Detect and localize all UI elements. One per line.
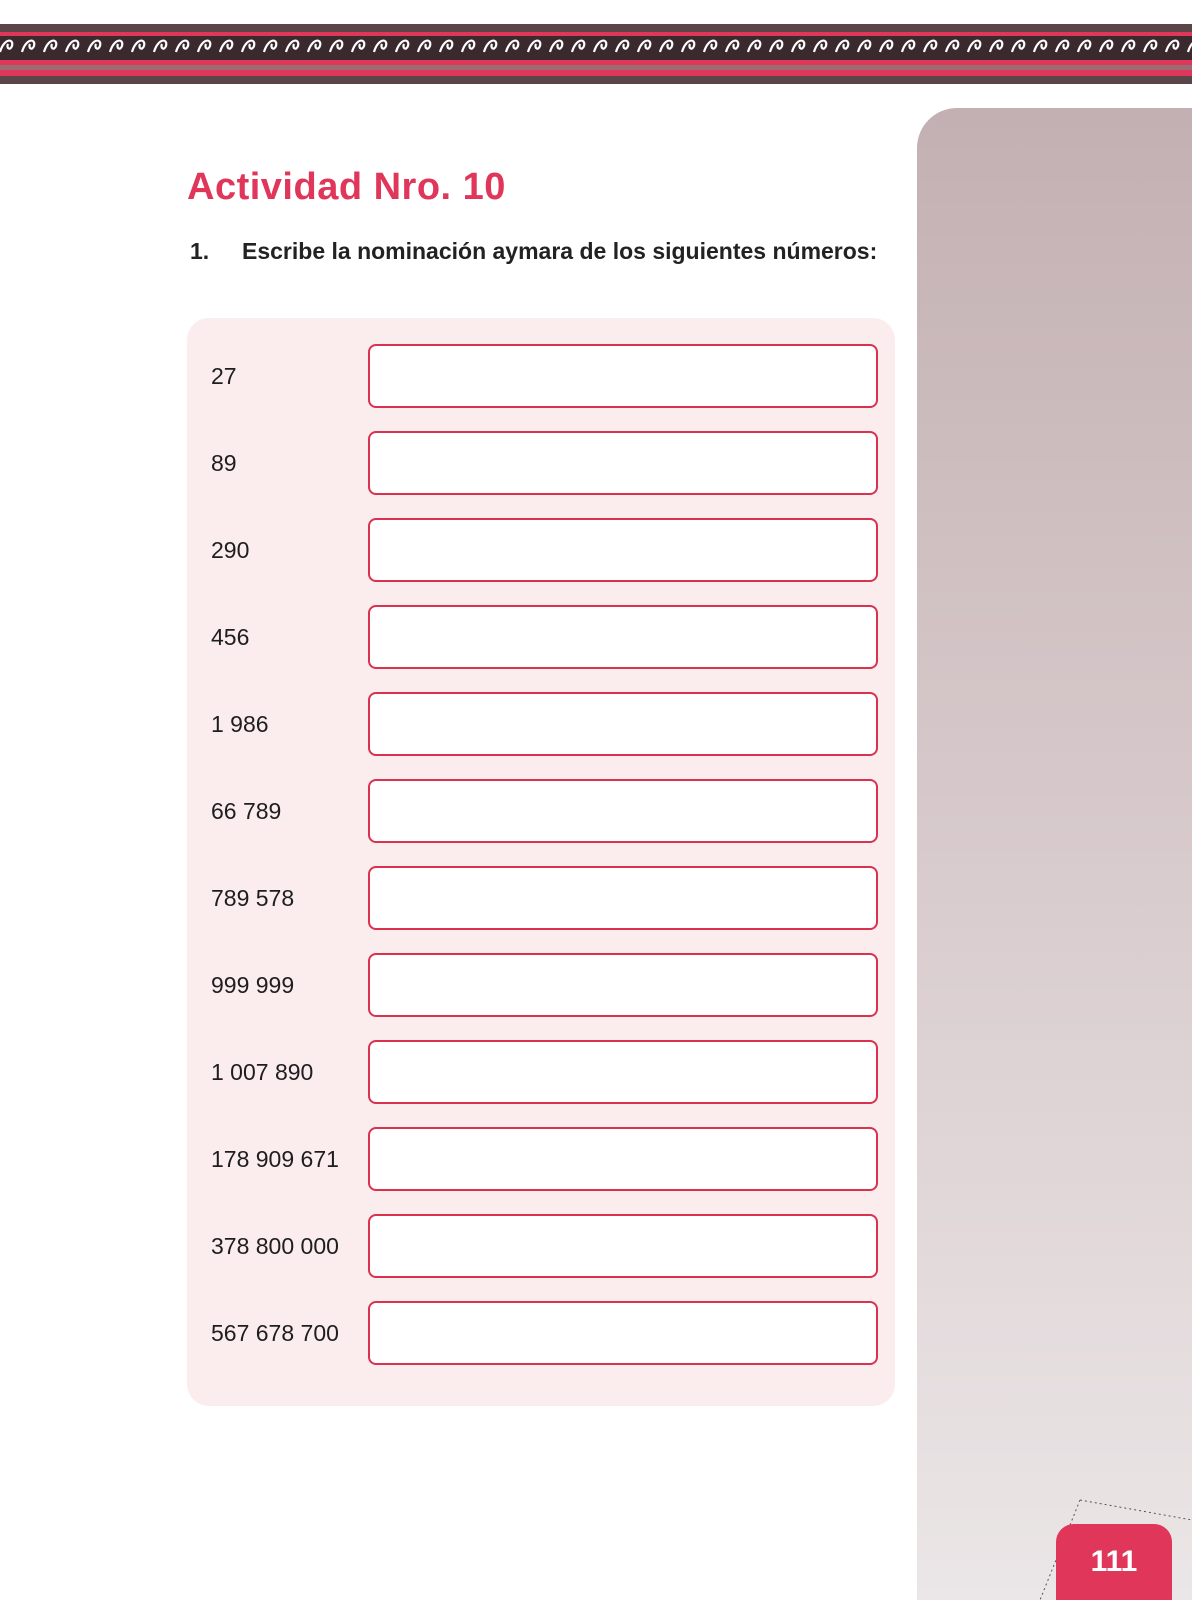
question-number: 1. — [190, 238, 210, 264]
answer-box[interactable] — [368, 344, 878, 408]
number-row — [187, 1214, 895, 1278]
answer-box[interactable] — [368, 1127, 878, 1191]
answer-box[interactable] — [368, 692, 878, 756]
activity-title: Actividad Nro. 10 — [187, 166, 506, 208]
number-label: 27 — [211, 363, 237, 389]
number-row — [187, 866, 895, 930]
number-label: 1 986 — [211, 711, 269, 737]
answer-box[interactable] — [368, 866, 878, 930]
answer-box[interactable] — [368, 518, 878, 582]
side-decorative-panel — [917, 108, 1192, 1600]
number-label: 999 999 — [211, 972, 295, 998]
answer-box[interactable] — [368, 431, 878, 495]
number-label: 178 909 671 — [211, 1146, 339, 1172]
number-label: 789 578 — [211, 885, 295, 911]
number-row — [187, 605, 895, 669]
number-label: 290 — [211, 537, 250, 563]
answer-box[interactable] — [368, 1040, 878, 1104]
number-label: 66 789 — [211, 798, 282, 824]
answer-box[interactable] — [368, 605, 878, 669]
answer-box[interactable] — [368, 779, 878, 843]
number-row — [187, 953, 895, 1017]
number-row — [187, 1301, 895, 1365]
decorative-woven-border — [0, 24, 1192, 84]
page-number: 111 — [1056, 1524, 1172, 1600]
answer-box[interactable] — [368, 953, 878, 1017]
number-label: 567 678 700 — [211, 1320, 339, 1346]
answer-box[interactable] — [368, 1214, 878, 1278]
number-label: 1 007 890 — [211, 1059, 314, 1085]
number-row — [187, 344, 895, 408]
question-text: Escribe la nominación aymara de los siguientes números: — [242, 238, 878, 264]
number-row — [187, 431, 895, 495]
answer-panel — [187, 318, 895, 1406]
number-row — [187, 1127, 895, 1191]
number-label: 89 — [211, 450, 237, 476]
answer-box[interactable] — [368, 1301, 878, 1365]
number-row — [187, 779, 895, 843]
number-label: 378 800 000 — [211, 1233, 339, 1259]
number-row — [187, 1040, 895, 1104]
number-row — [187, 518, 895, 582]
number-label: 456 — [211, 624, 250, 650]
number-row — [187, 692, 895, 756]
